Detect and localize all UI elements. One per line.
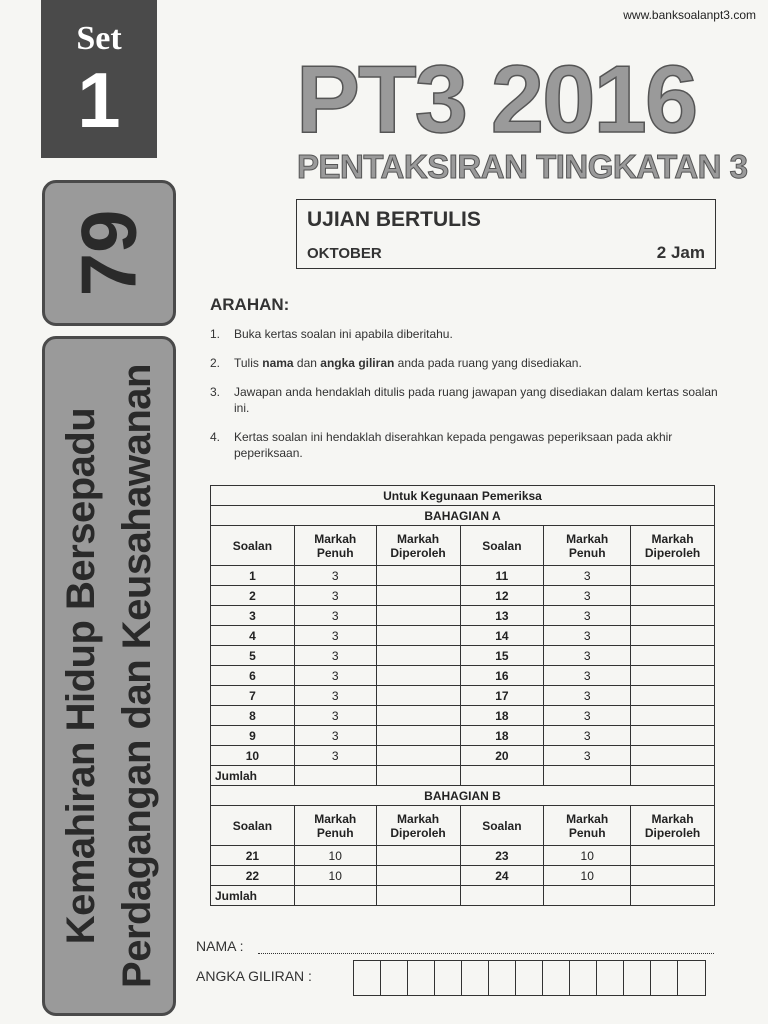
question-number: 17 (460, 686, 544, 706)
full-mark: 3 (294, 586, 376, 606)
table-row (211, 726, 715, 746)
obtained-mark[interactable] (376, 646, 460, 666)
total-cell[interactable] (544, 766, 631, 786)
index-number-box[interactable] (651, 961, 678, 995)
obtained-mark[interactable] (376, 746, 460, 766)
total-cell[interactable] (294, 886, 376, 906)
question-number: 6 (211, 666, 295, 686)
total-cell[interactable] (631, 886, 715, 906)
column-header: Markah Diperoleh (376, 806, 460, 846)
full-mark: 10 (544, 866, 631, 886)
total-row (211, 766, 715, 786)
question-number: 18 (460, 706, 544, 726)
table-row (211, 646, 715, 666)
obtained-mark[interactable] (376, 566, 460, 586)
question-number: 11 (460, 566, 544, 586)
total-cell[interactable] (460, 766, 544, 786)
column-header: Soalan (211, 806, 295, 846)
instructions-heading: ARAHAN: (210, 295, 290, 314)
table-row (211, 566, 715, 586)
question-number: 9 (211, 726, 295, 746)
full-mark: 3 (294, 606, 376, 626)
index-number-box[interactable] (543, 961, 570, 995)
index-number-box[interactable] (381, 961, 408, 995)
column-header: Soalan (460, 806, 544, 846)
full-mark: 3 (294, 686, 376, 706)
full-mark: 10 (294, 866, 376, 886)
total-cell[interactable] (376, 766, 460, 786)
table-row (211, 626, 715, 646)
table-header-row (211, 526, 715, 566)
column-header: Markah Penuh (294, 806, 376, 846)
question-number: 10 (211, 746, 295, 766)
full-mark: 3 (294, 646, 376, 666)
obtained-mark[interactable] (376, 606, 460, 626)
total-cell[interactable] (460, 886, 544, 906)
instruction-item (210, 429, 720, 461)
index-number-box[interactable] (597, 961, 624, 995)
column-header: Soalan (211, 526, 295, 566)
obtained-mark[interactable] (376, 666, 460, 686)
full-mark: 3 (294, 726, 376, 746)
full-mark: 3 (294, 626, 376, 646)
obtained-mark[interactable] (376, 686, 460, 706)
exam-subtitle: PENTAKSIRAN TINGKATAN 3 (297, 148, 748, 185)
question-number: 20 (460, 746, 544, 766)
total-cell[interactable] (631, 766, 715, 786)
subject-line-1: Kemahiran Hidup Bersepadu (59, 407, 103, 945)
column-header: Markah Diperoleh (631, 806, 715, 846)
column-header: Markah Penuh (544, 526, 631, 566)
full-mark: 3 (544, 746, 631, 766)
obtained-mark[interactable] (631, 746, 715, 766)
column-header: Soalan (460, 526, 544, 566)
index-number-box[interactable] (408, 961, 435, 995)
question-number: 4 (211, 626, 295, 646)
table-header-row (211, 806, 715, 846)
index-number-box[interactable] (462, 961, 489, 995)
table-row (211, 866, 715, 886)
column-header: Markah Diperoleh (376, 526, 460, 566)
obtained-mark[interactable] (631, 626, 715, 646)
instruction-number: 1. (210, 327, 221, 341)
obtained-mark[interactable] (631, 606, 715, 626)
section-a-header: BAHAGIAN A (211, 506, 715, 526)
obtained-mark[interactable] (376, 866, 460, 886)
column-header: Markah Penuh (544, 806, 631, 846)
question-number: 8 (211, 706, 295, 726)
instruction-text: Tulis nama dan angka giliran anda pada ruang yang disediakan. (234, 356, 582, 370)
total-cell[interactable] (294, 766, 376, 786)
set-label: Set (76, 20, 122, 57)
subject-banner (42, 336, 176, 1016)
question-number: 5 (211, 646, 295, 666)
subject-line-2: Perdagangan dan Keusahawanan (115, 364, 159, 988)
index-number-box[interactable] (624, 961, 651, 995)
instruction-item (210, 355, 720, 371)
total-label: Jumlah (211, 766, 295, 786)
obtained-mark[interactable] (631, 586, 715, 606)
exam-info-box (296, 199, 716, 269)
set-number: 1 (77, 56, 121, 144)
instruction-text: Kertas soalan ini hendaklah diserahkan kepada pengawas peperiksaan pada akhir peperiksaan. (234, 430, 673, 460)
question-number: 1 (211, 566, 295, 586)
instruction-text: Jawapan anda hendaklah ditulis pada ruang jawapan yang disediakan dalam kertas soalan ini. (234, 385, 718, 415)
index-number-box[interactable] (435, 961, 462, 995)
site-url: www.banksoalanpt3.com (623, 8, 756, 22)
question-number: 21 (211, 846, 295, 866)
section-b-header: BAHAGIAN B (211, 786, 715, 806)
full-mark: 3 (544, 726, 631, 746)
instruction-item (210, 326, 720, 342)
index-number-boxes[interactable] (353, 960, 706, 996)
obtained-mark[interactable] (631, 646, 715, 666)
full-mark: 3 (544, 646, 631, 666)
full-mark: 3 (294, 746, 376, 766)
obtained-mark[interactable] (631, 866, 715, 886)
name-label: NAMA : (196, 938, 244, 954)
instruction-item (210, 384, 720, 416)
question-number: 12 (460, 586, 544, 606)
set-badge (41, 0, 157, 158)
index-number-box[interactable] (354, 961, 381, 995)
table-caption: Untuk Kegunaan Pemeriksa (211, 486, 715, 506)
question-number: 3 (211, 606, 295, 626)
question-number: 24 (460, 866, 544, 886)
paper-code: 79 (64, 209, 153, 297)
index-number-box[interactable] (489, 961, 516, 995)
instruction-number: 4. (210, 430, 221, 444)
table-row (211, 606, 715, 626)
table-row (211, 666, 715, 686)
instruction-number: 3. (210, 385, 221, 399)
total-cell[interactable] (376, 886, 460, 906)
question-number: 16 (460, 666, 544, 686)
question-number: 14 (460, 626, 544, 646)
obtained-mark[interactable] (376, 586, 460, 606)
instruction-text: Buka kertas soalan ini apabila diberitahu. (234, 327, 453, 341)
exam-duration: 2 Jam (656, 243, 705, 262)
examiner-mark-table (210, 485, 715, 906)
table-row (211, 846, 715, 866)
full-mark: 3 (544, 686, 631, 706)
full-mark: 3 (544, 566, 631, 586)
exam-title: PT3 2016 (296, 46, 697, 153)
question-number: 18 (460, 726, 544, 746)
obtained-mark[interactable] (631, 566, 715, 586)
total-row (211, 886, 715, 906)
total-cell[interactable] (544, 886, 631, 906)
question-number: 7 (211, 686, 295, 706)
instructions-list (210, 326, 720, 474)
index-number-box[interactable] (678, 961, 705, 995)
obtained-mark[interactable] (376, 706, 460, 726)
obtained-mark[interactable] (631, 666, 715, 686)
full-mark: 3 (544, 706, 631, 726)
obtained-mark[interactable] (631, 706, 715, 726)
question-number: 22 (211, 866, 295, 886)
obtained-mark[interactable] (376, 726, 460, 746)
full-mark: 3 (544, 626, 631, 646)
exam-name: UJIAN BERTULIS (307, 208, 481, 231)
table-row (211, 686, 715, 706)
full-mark: 10 (294, 846, 376, 866)
column-header: Markah Diperoleh (631, 526, 715, 566)
full-mark: 10 (544, 846, 631, 866)
paper-code-badge (42, 180, 176, 326)
full-mark: 3 (544, 586, 631, 606)
obtained-mark[interactable] (631, 846, 715, 866)
index-number-label: ANGKA GILIRAN : (196, 968, 312, 984)
question-number: 23 (460, 846, 544, 866)
total-label: Jumlah (211, 886, 295, 906)
obtained-mark[interactable] (631, 686, 715, 706)
table-row (211, 746, 715, 766)
column-header: Markah Penuh (294, 526, 376, 566)
full-mark: 3 (544, 666, 631, 686)
obtained-mark[interactable] (376, 846, 460, 866)
index-number-box[interactable] (516, 961, 543, 995)
full-mark: 3 (544, 606, 631, 626)
name-field[interactable] (258, 953, 714, 954)
full-mark: 3 (294, 706, 376, 726)
table-row (211, 586, 715, 606)
index-number-box[interactable] (570, 961, 597, 995)
instruction-number: 2. (210, 356, 221, 370)
question-number: 13 (460, 606, 544, 626)
obtained-mark[interactable] (631, 726, 715, 746)
question-number: 15 (460, 646, 544, 666)
table-row (211, 706, 715, 726)
full-mark: 3 (294, 566, 376, 586)
obtained-mark[interactable] (376, 626, 460, 646)
full-mark: 3 (294, 666, 376, 686)
question-number: 2 (211, 586, 295, 606)
exam-month: OKTOBER (307, 245, 382, 262)
